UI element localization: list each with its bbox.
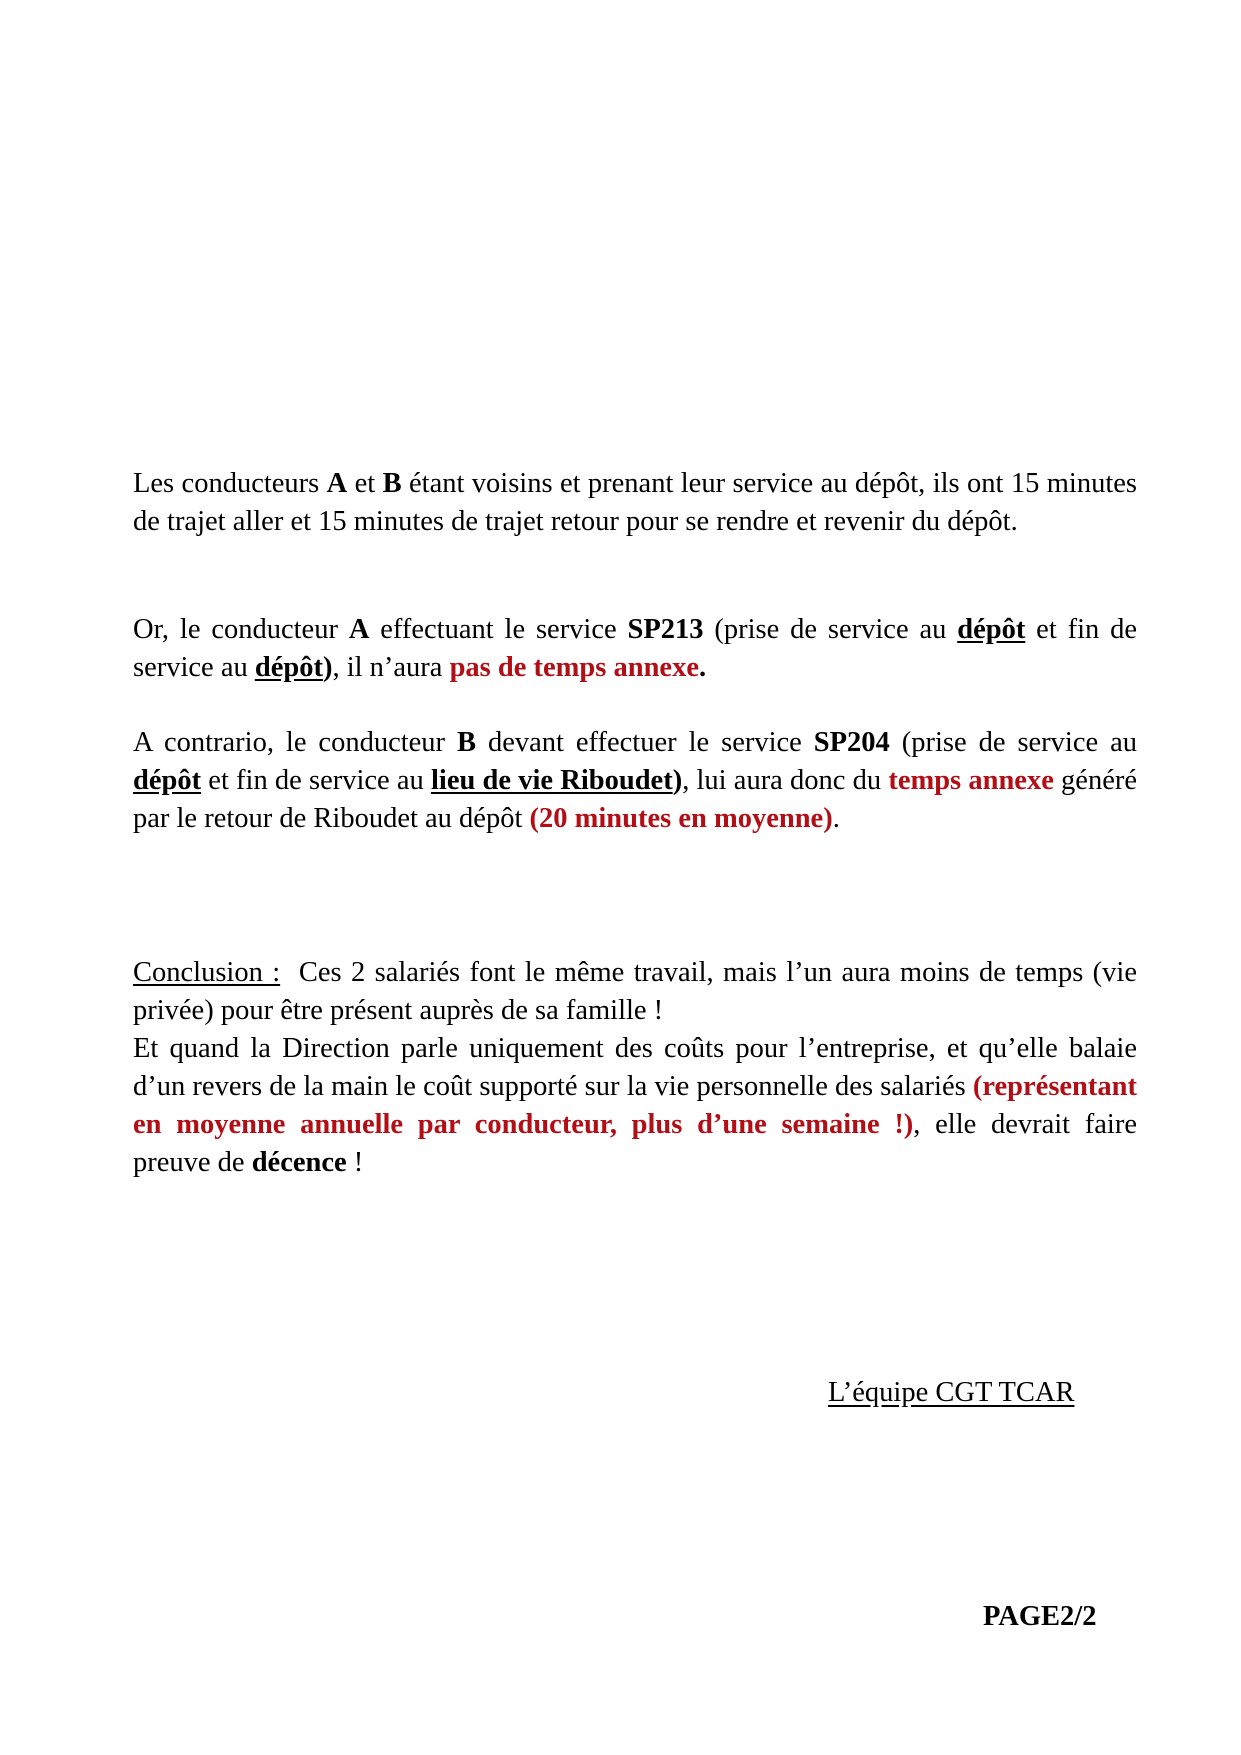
annex-time-highlight: temps annexe	[888, 765, 1054, 796]
twenty-minutes-highlight: (20 minutes en moyenne)	[529, 803, 833, 834]
conclusion-label: Conclusion :	[133, 957, 281, 988]
annual-average-highlight: (représentant en moyenne annuelle par conducteur, plus d’une semaine !)	[133, 1071, 1137, 1140]
no-annex-time-highlight: pas de temps annexe	[449, 652, 699, 683]
driver-b-label: B	[457, 727, 477, 758]
driver-a-label: A	[326, 468, 348, 499]
riboudet-location-emphasis: lieu de vie Riboudet	[431, 765, 673, 796]
page-number: PAGE2/2	[983, 1601, 1097, 1632]
depot-emphasis: dépôt	[133, 765, 202, 796]
service-code-sp213: SP213	[627, 614, 704, 645]
paragraph-driver-b: A contrario, le conducteur B devant effectuer le service SP204 (prise de service au dépôt et fin de service au lieu de vie Riboudet), lui aura donc du temps annexe généré par le retour de Riboudet au dépôt (20 minutes en moyenne).	[133, 727, 1137, 834]
depot-emphasis: dépôt	[957, 614, 1026, 645]
driver-a-label: A	[348, 614, 370, 645]
paragraph-drivers-intro: Les conducteurs A et B étant voisins et prenant leur service au dépôt, ils ont 15 minutes de trajet aller et 15 minutes de trajet retour pour se rendre et revenir du dépôt.	[133, 468, 1137, 537]
decency-emphasis: décence	[251, 1147, 347, 1178]
signature: L’équipe CGT TCAR	[828, 1377, 1075, 1408]
service-code-sp204: SP204	[813, 727, 890, 758]
driver-b-label: B	[382, 468, 402, 499]
depot-emphasis: dépôt	[254, 652, 323, 683]
conclusion-section: Conclusion : Ces 2 salariés font le même travail, mais l’un aura moins de temps (vie privée) pour être présent auprès de sa famille ! Et quand la Direction parle uniquement des coûts pour l’entreprise, et qu’elle balaie d’un revers de la main le coût supporté sur la vie personnelle des salariés (représentant en moyenne annuelle par conducteur, plus d’une semaine !), elle devrait faire preuve de décence !	[133, 957, 1145, 1178]
paragraph-driver-a: Or, le conducteur A effectuant le service SP213 (prise de service au dépôt et fin de service au dépôt), il n’aura pas de temps annexe.	[133, 614, 1138, 683]
